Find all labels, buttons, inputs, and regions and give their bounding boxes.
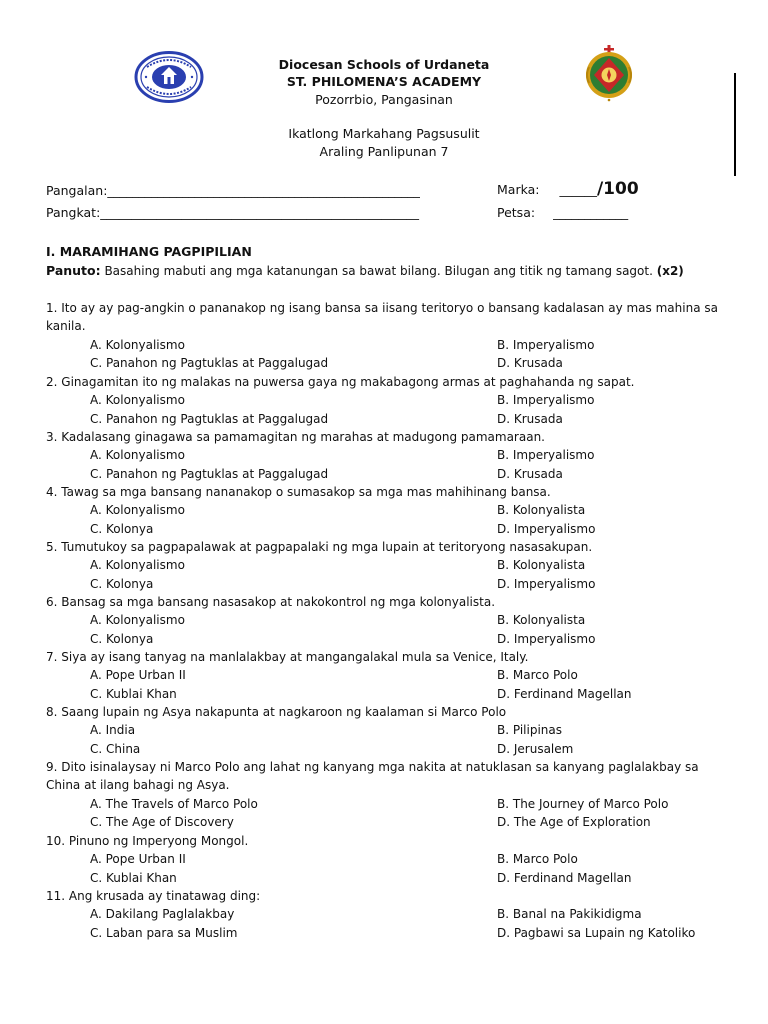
choice-b[interactable]: B. Kolonyalista bbox=[497, 613, 586, 628]
choice-c[interactable]: C. Kublai Khan bbox=[90, 686, 177, 701]
choice-a[interactable]: A. The Travels of Marco Polo bbox=[90, 796, 258, 811]
choice-b[interactable]: B. Marco Polo bbox=[497, 668, 578, 683]
score-total: /100 bbox=[596, 179, 639, 199]
subject-title: Araling Panlipunan 7 bbox=[319, 144, 449, 159]
choice-a[interactable]: A. Kolonyalismo bbox=[90, 448, 185, 463]
date-field[interactable] bbox=[497, 205, 628, 220]
section-line: ___________________________________________________ bbox=[100, 205, 420, 220]
instructions-label: Panuto: bbox=[46, 263, 101, 278]
choice-b[interactable]: B. Marco Polo bbox=[497, 852, 578, 867]
choice-a[interactable]: A. Kolonyalismo bbox=[90, 613, 185, 628]
choice-d[interactable]: D. Imperyalismo bbox=[497, 576, 596, 591]
choice-d[interactable]: D. Jerusalem bbox=[497, 741, 574, 756]
choice-b[interactable]: B. Pilipinas bbox=[497, 723, 562, 738]
choice-d[interactable]: D. Krusada bbox=[497, 466, 563, 481]
date-blank: ____________ bbox=[553, 205, 629, 220]
choice-a[interactable]: A. Pope Urban II bbox=[90, 852, 186, 867]
choice-d[interactable]: D. Ferdinand Magellan bbox=[497, 686, 632, 701]
choice-d[interactable]: D. Pagbawi sa Lupain ng Katoliko bbox=[497, 925, 696, 940]
choice-a[interactable]: A. Pope Urban II bbox=[90, 668, 186, 683]
question-text: 11. Ang krusada ay tinatawag ding: bbox=[46, 889, 261, 903]
choice-b[interactable]: B. Kolonyalista bbox=[497, 558, 586, 573]
choice-d[interactable]: D. Krusada bbox=[497, 356, 563, 371]
score-blank: ______ bbox=[559, 182, 597, 197]
question-text: 4. Tawag sa mga bansang nananakop o sumasakop sa mga mas mahihinang bansa. bbox=[46, 485, 551, 499]
score-field[interactable] bbox=[497, 179, 639, 199]
choice-c[interactable]: C. Laban para sa Muslim bbox=[90, 925, 238, 940]
name-label: Pangalan: bbox=[46, 183, 108, 198]
name-field[interactable] bbox=[46, 183, 420, 198]
choice-c[interactable]: C. Panahon ng Pagtuklas at Paggalugad bbox=[90, 411, 329, 426]
choice-a[interactable]: A. Kolonyalismo bbox=[90, 393, 185, 408]
choice-d[interactable]: D. Imperyalismo bbox=[497, 631, 596, 646]
choice-a[interactable]: A. Dakilang Paglalakbay bbox=[90, 907, 235, 922]
choice-a[interactable]: A. India bbox=[90, 723, 136, 738]
date-label: Petsa: bbox=[497, 205, 536, 220]
choice-b[interactable]: B. The Journey of Marco Polo bbox=[497, 796, 669, 811]
question-text: 1. Ito ay ay pag-angkin o pananakop ng isang bansa sa iisang teritoryo o bansang kadalasan ay mas mahina sa kanila. bbox=[46, 301, 718, 334]
choice-d[interactable]: D. Imperyalismo bbox=[497, 521, 596, 536]
choice-d[interactable]: D. Ferdinand Magellan bbox=[497, 870, 632, 885]
choice-b[interactable]: B. Imperyalismo bbox=[497, 448, 595, 463]
question-text: 9. Dito isinalaysay ni Marco Polo ang lahat ng kanyang mga nakita at natuklasan sa kanyang paglalakbay sa China at ilang bahagi ng Asya. bbox=[46, 760, 699, 793]
exam-title: Ikatlong Markahang Pagsusulit bbox=[288, 126, 480, 141]
points-note: (x2) bbox=[656, 264, 684, 278]
instructions-text: Basahing mabuti ang mga katanungan sa bawat bilang. Bilugan ang titik ng tamang sagot. bbox=[100, 264, 657, 278]
choice-a[interactable]: A. Kolonyalismo bbox=[90, 503, 185, 518]
choice-c[interactable]: C. China bbox=[90, 741, 141, 756]
choice-b[interactable]: B. Kolonyalista bbox=[497, 503, 586, 518]
school-address: Pozorrbio, Pangasinan bbox=[315, 92, 453, 107]
choice-c[interactable]: C. The Age of Discovery bbox=[90, 815, 234, 830]
school-name: ST. PHILOMENA’S ACADEMY bbox=[286, 74, 482, 89]
question-text: 6. Bansag sa mga bansang nasasakop at nakokontrol ng mga kolonyalista. bbox=[46, 595, 496, 609]
section-field[interactable] bbox=[46, 205, 419, 220]
choice-c[interactable]: C. Kolonya bbox=[90, 521, 154, 536]
instructions bbox=[46, 263, 684, 278]
choice-a[interactable]: A. Kolonyalismo bbox=[90, 558, 185, 573]
section-label: Pangkat: bbox=[46, 205, 101, 220]
question-text: 2. Ginagamitan ito ng malakas na puwersa gaya ng makabagong armas at paghahanda ng sapat. bbox=[46, 375, 635, 389]
choice-c[interactable]: C. Kolonya bbox=[90, 631, 154, 646]
question-text: 5. Tumutukoy sa pagpapalawak at pagpapalaki ng mga lupain at teritoryong nasasakupan. bbox=[46, 540, 593, 554]
choice-b[interactable]: B. Banal na Pakikidigma bbox=[497, 907, 642, 922]
score-label: Marka: bbox=[497, 182, 540, 197]
question-text: 3. Kadalasang ginagawa sa pamamagitan ng marahas at madugong pamamaraan. bbox=[46, 430, 545, 444]
choice-c[interactable]: C. Panahon ng Pagtuklas at Paggalugad bbox=[90, 356, 329, 371]
section-title: I. MARAMIHANG PAGPIPILIAN bbox=[46, 244, 252, 259]
choice-d[interactable]: D. The Age of Exploration bbox=[497, 815, 651, 830]
choice-c[interactable]: C. Panahon ng Pagtuklas at Paggalugad bbox=[90, 466, 329, 481]
name-line: __________________________________________________ bbox=[107, 183, 420, 198]
choice-c[interactable]: C. Kublai Khan bbox=[90, 870, 177, 885]
school-network-name: Diocesan Schools of Urdaneta bbox=[278, 57, 490, 72]
question-text: 7. Siya ay isang tanyag na manlalakbay at mangangalakal mula sa Venice, Italy. bbox=[46, 650, 529, 664]
question-text: 8. Saang lupain ng Asya nakapunta at nagkaroon ng kaalaman si Marco Polo bbox=[46, 705, 507, 719]
choice-b[interactable]: B. Imperyalismo bbox=[497, 393, 595, 408]
choice-a[interactable]: A. Kolonyalismo bbox=[90, 337, 185, 352]
choice-b[interactable]: B. Imperyalismo bbox=[497, 337, 595, 352]
choice-d[interactable]: D. Krusada bbox=[497, 411, 563, 426]
choice-c[interactable]: C. Kolonya bbox=[90, 576, 154, 591]
question-text: 10. Pinuno ng Imperyong Mongol. bbox=[46, 834, 249, 848]
